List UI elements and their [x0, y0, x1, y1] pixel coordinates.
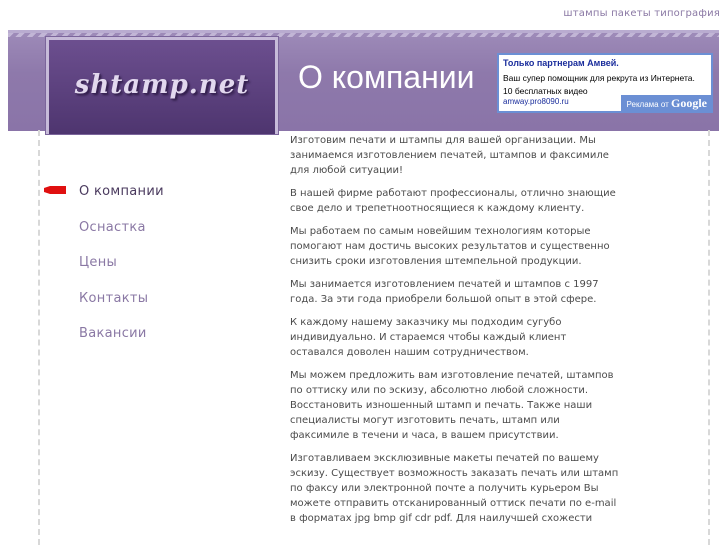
google-ad-block[interactable]: [497, 53, 713, 113]
content-paragraph: Изготовим печати и штампы для вашей организации. Мы занимаемся изготовлением печатей, штампов и факсимиле для любой ситуации!: [290, 135, 609, 176]
active-marker-icon: [44, 186, 66, 194]
ad-badge-prefix: Реклама от: [626, 100, 669, 109]
ad-title[interactable]: Только партнерам Амвей.: [503, 58, 619, 68]
nav-item-equipment[interactable]: Оснастка: [79, 220, 146, 235]
left-dashed-border: [38, 130, 40, 545]
content-paragraph: Мы занимается изготовлением печатей и штампов с 1997 года. За эти года приобрели большой опыт в этой сфере.: [290, 279, 599, 305]
right-dashed-border: [708, 130, 710, 545]
main-content: [290, 133, 620, 534]
nav-item-vacancies[interactable]: Вакансии: [79, 326, 147, 341]
logo[interactable]: [46, 37, 278, 134]
nav-item-prices[interactable]: Цены: [79, 255, 118, 270]
content-paragraph: Изготавливаем эксклюзивные макеты печатей по вашему эскизу. Существует возможность заказать печать или штамп по факсу или электронной почте а получить курьером Вы можете отправить отсканированный оттиск печати по e-mail в форматах jpg bmp gif cdr pdf. Для наилучшей схожести: [290, 453, 619, 524]
ad-body: Ваш супер помощник для рекрута из Интернета. 10 бесплатных видео: [503, 73, 695, 96]
logo-text: shtamp.net: [74, 70, 250, 100]
page-title: О компании: [298, 59, 475, 95]
content-paragraph: Мы работаем по самым новейшим технологиям которые помогают нам достичь высоких результатов и существенно снизить сроки изготовления штемпельной продукции.: [290, 226, 610, 267]
ads-by-google-badge[interactable]: [621, 95, 711, 111]
content-paragraph: К каждому нашему заказчику мы подходим сугубо индивидуально. И стараемся чтобы каждый клиент оставался доволен нашим сотрудничеством.: [290, 317, 567, 358]
header-banner: [8, 30, 719, 131]
google-logo: Google: [671, 96, 707, 110]
nav-item-contacts[interactable]: Контакты: [79, 291, 149, 306]
top-bar: [0, 0, 727, 30]
content-paragraph: Мы можем предложить вам изготовление печатей, штампов по оттиску или по эскизу, абсолютно любой сложности. Восстановить изношенный штамп и печать. Также наши специалисты могут изготовить печать, штамп или факсимиле в течени и часа, в вашем присутствии.: [290, 370, 614, 441]
content-paragraph: В нашей фирме работают профессионалы, отлично знающие свое дело и трепетноотносящиеся к каждому клиенту.: [290, 188, 616, 214]
top-keywords-link[interactable]: штампы пакеты типография: [563, 8, 720, 19]
ad-url[interactable]: amway.pro8090.ru: [503, 97, 569, 106]
nav-item-about[interactable]: О компании: [79, 184, 164, 199]
